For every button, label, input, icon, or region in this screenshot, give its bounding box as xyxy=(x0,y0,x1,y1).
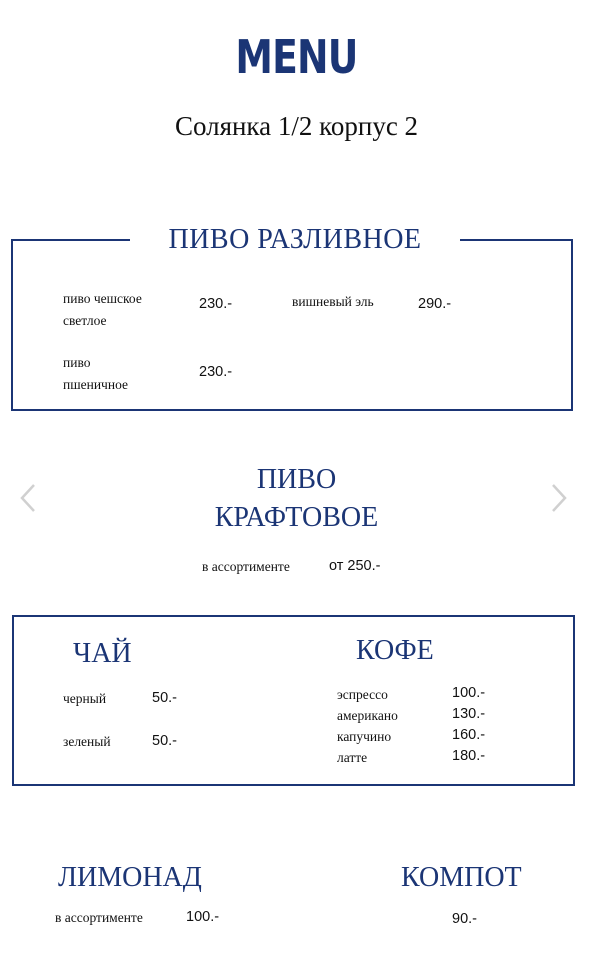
menu-item-price: от 250.- xyxy=(329,558,381,574)
menu-item-price: 230.- xyxy=(199,296,233,312)
menu-item-price: 290.- xyxy=(418,296,452,312)
draft-beer-heading: ПИВО РАЗЛИВНОЕ xyxy=(130,224,460,256)
menu-item-price: 130.- xyxy=(452,706,486,722)
menu-item-price: 50.- xyxy=(152,733,177,749)
lemonade-heading: ЛИМОНАД xyxy=(58,862,202,893)
menu-item-name-line: светлое xyxy=(63,313,107,328)
menu-item-name xyxy=(63,288,142,332)
menu-item-name: вишневый эль xyxy=(292,294,374,309)
menu-item-price: 50.- xyxy=(152,690,177,706)
menu-item-name-line: пиво чешское xyxy=(63,291,142,306)
menu-item-name: зеленый xyxy=(63,734,111,749)
menu-item-name-line: пиво xyxy=(63,355,91,370)
menu-item-name: черный xyxy=(63,691,107,706)
craft-beer-heading xyxy=(0,461,593,537)
menu-item-price: 160.- xyxy=(452,727,486,743)
menu-item-name: в ассортименте xyxy=(202,559,290,574)
menu-item-price: 100.- xyxy=(186,909,220,925)
craft-beer-heading-line: ПИВО xyxy=(256,464,337,495)
page-title: MENU xyxy=(235,30,358,84)
menu-item-price: 230.- xyxy=(199,364,233,380)
address-subtitle: Солянка 1/2 корпус 2 xyxy=(174,111,419,141)
menu-item-name: американо xyxy=(337,708,398,723)
menu-item-name xyxy=(63,352,128,396)
menu-item-price: 100.- xyxy=(452,685,486,701)
menu-item-name: капучино xyxy=(337,729,392,744)
menu-item-price: 90.- xyxy=(452,911,477,927)
menu-item-name: в ассортименте xyxy=(55,910,143,925)
craft-beer-heading-line: КРАФТОВОЕ xyxy=(214,502,379,533)
menu-item-name: эспрессо xyxy=(337,687,388,702)
menu-item-name: латте xyxy=(337,750,368,765)
coffee-heading: КОФЕ xyxy=(356,635,434,666)
compote-heading: КОМПОТ xyxy=(401,862,522,893)
menu-item-name-line: пшеничное xyxy=(63,377,128,392)
tea-heading: ЧАЙ xyxy=(73,638,132,669)
menu-item-price: 180.- xyxy=(452,748,486,764)
